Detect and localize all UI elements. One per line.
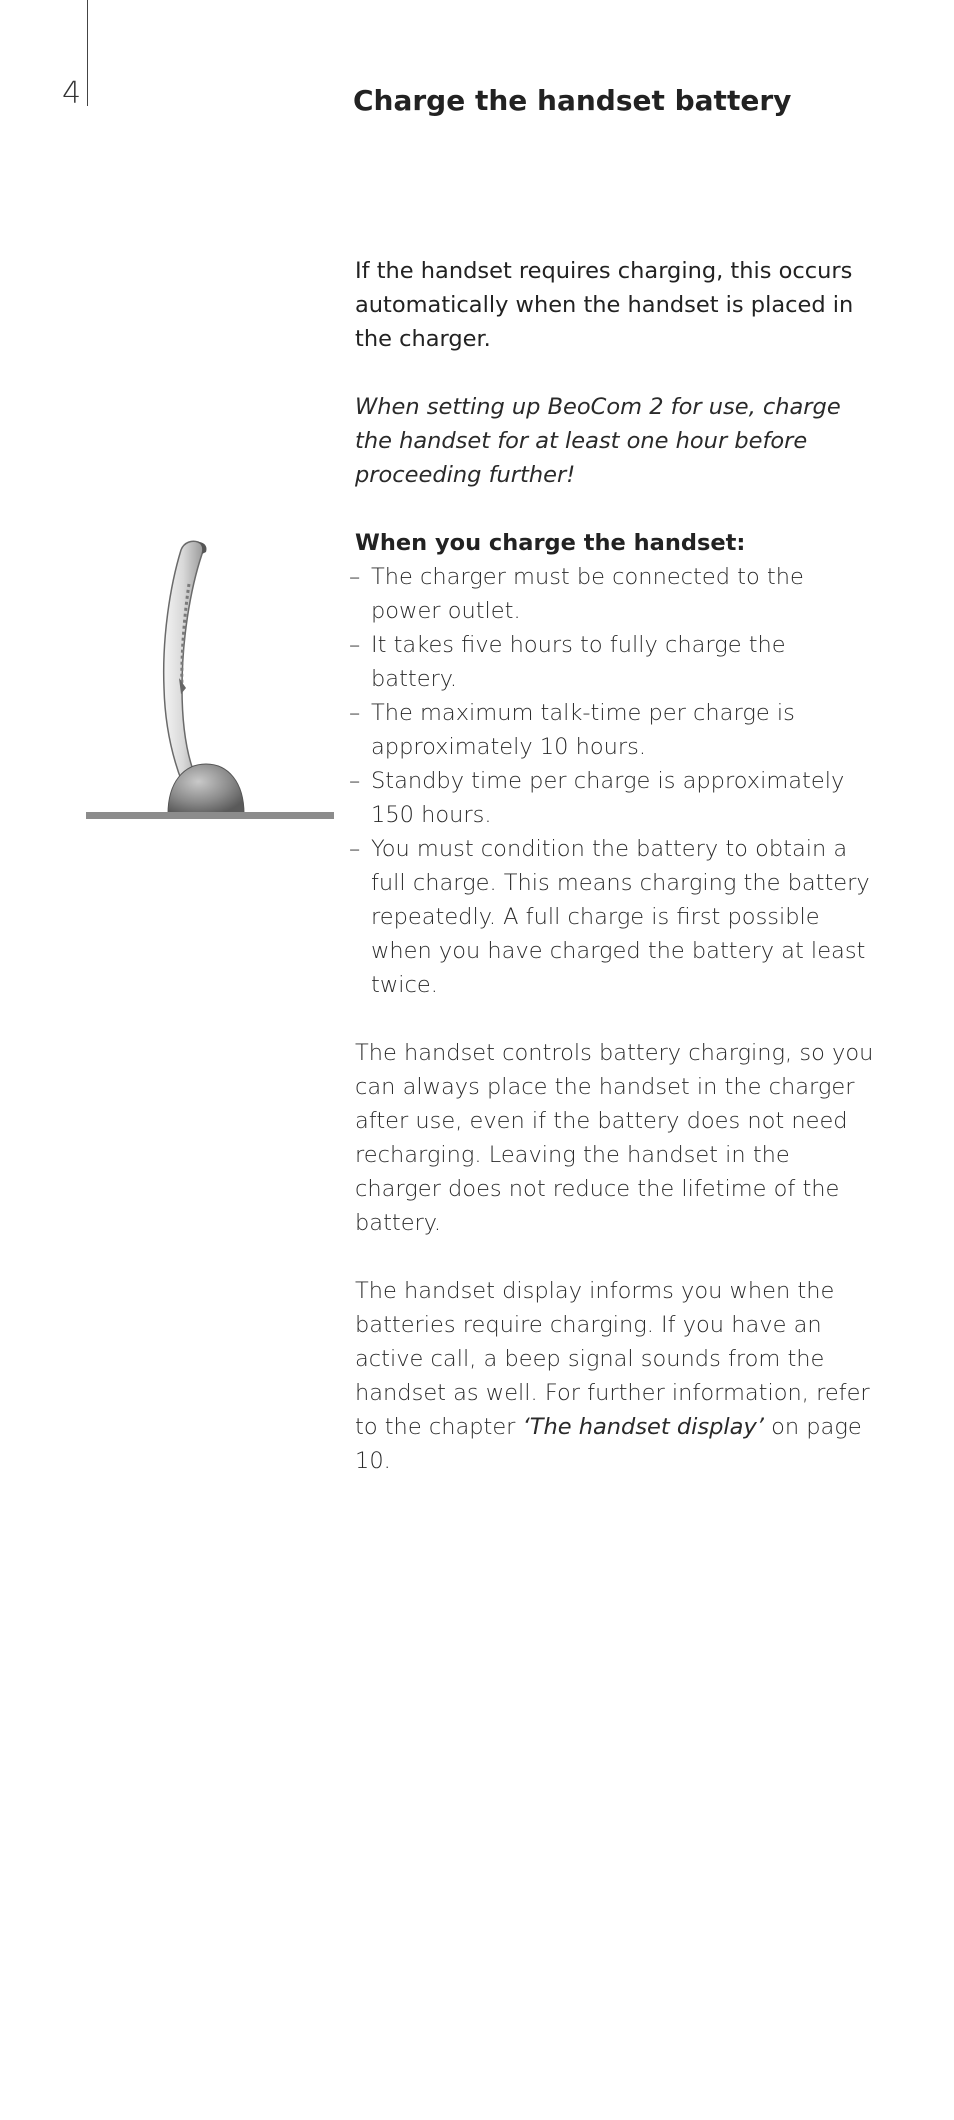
list-item: – Standby time per charge is approximately 150 hours. [349,768,845,828]
list-item: – It takes five hours to fully charge the battery. [349,632,786,692]
list-item: – You must condition the battery to obtain a full charge. This means charging the battery repeatedly. A full charge is first possible when you have charged the battery at least twice. [349,836,870,998]
charging-control-paragraph: The handset controls battery charging, so you can always place the handset in the charger after use, even if the battery does not need recharging. Leaving the handset in the charger does not reduce the lifetime of the battery. [355,1040,874,1236]
chapter-reference: ‘The handset display’ [522,1414,764,1440]
handset-in-charger-icon [86,528,334,820]
body-column [349,254,875,1478]
setup-note: When setting up BeoCom 2 for use, charge the handset for at least one hour before proceeding further! [355,394,841,488]
list-item: – The maximum talk-time per charge is approximately 10 hours. [349,700,795,760]
list-item: – The charger must be connected to the power outlet. [349,564,804,624]
intro-paragraph: If the handset requires charging, this occurs automatically when the handset is placed in the charger. [355,258,854,352]
page-number: 4 [62,76,82,111]
list-heading: When you charge the handset: [355,530,746,556]
page-title: Charge the handset battery [353,84,792,117]
charging-facts-list [349,560,875,1002]
display-info-paragraph: The handset display informs you when the batteries require charging. If you have an active call, a beep signal sounds from the handset as well. For further information, refer to the chapter ‘The handset display’ on page 10. [355,1278,870,1474]
margin-rule [87,0,88,106]
